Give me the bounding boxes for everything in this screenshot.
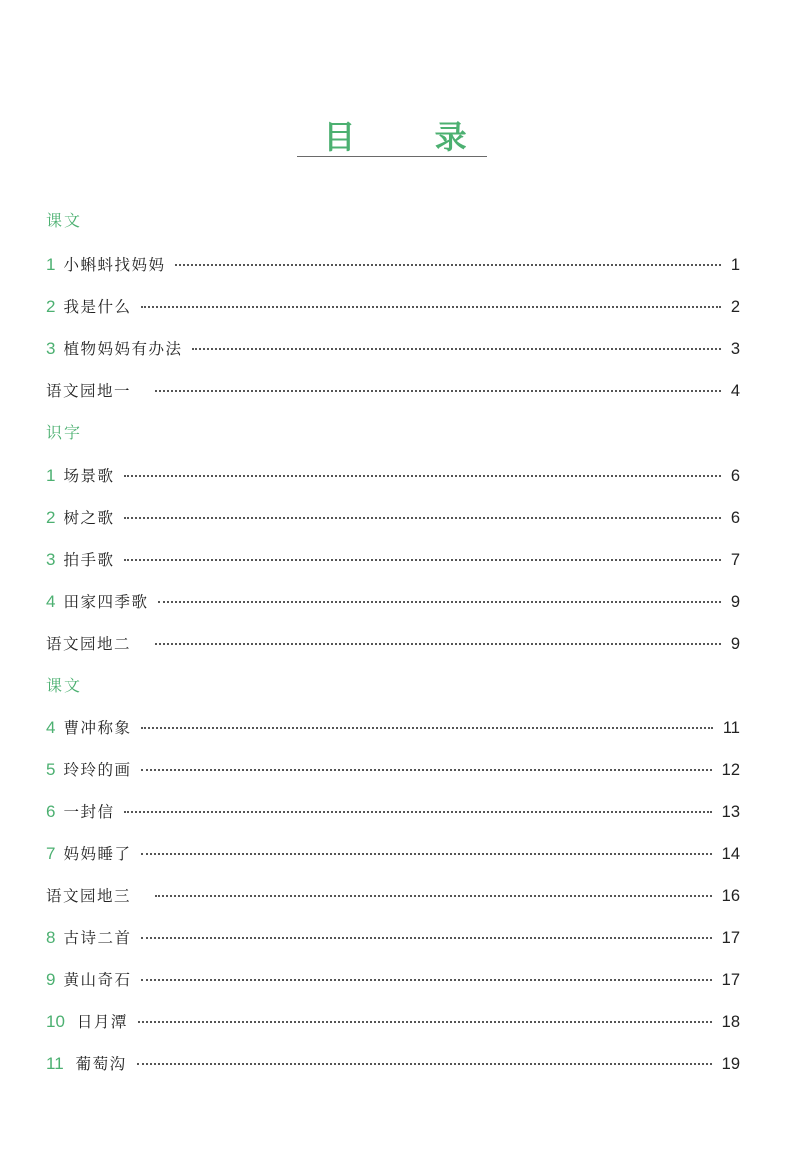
section-heading: 课文	[46, 676, 83, 695]
entry-title: 植物妈妈有办法	[63, 340, 183, 358]
dot-leader	[141, 937, 711, 939]
entry-title: 一封信	[63, 803, 115, 821]
toc-entry[interactable]	[46, 886, 740, 906]
entry-title: 葡萄沟	[75, 1055, 127, 1073]
entry-number: 3	[46, 339, 56, 358]
entry-title: 语文园地一	[46, 382, 132, 400]
entry-title: 小蝌蚪找妈妈	[63, 256, 166, 274]
dot-leader	[155, 895, 712, 897]
toc-entry[interactable]	[46, 802, 740, 822]
dot-leader	[138, 1021, 712, 1023]
toc-entry[interactable]	[46, 550, 740, 570]
dot-leader	[137, 1063, 712, 1065]
entry-page-number: 13	[721, 803, 740, 821]
entry-number: 6	[46, 802, 56, 821]
entry-title: 妈妈睡了	[63, 845, 132, 863]
entry-number: 11	[46, 1054, 64, 1073]
entry-page-number: 2	[730, 298, 740, 316]
entry-title: 树之歌	[63, 509, 115, 527]
entry-title: 拍手歌	[63, 551, 115, 569]
entry-page-number: 1	[730, 256, 740, 274]
toc-entry[interactable]	[46, 844, 740, 864]
toc-entry[interactable]	[46, 634, 740, 654]
entry-number: 2	[46, 297, 56, 316]
entry-page-number: 3	[730, 340, 740, 358]
dot-leader	[124, 811, 711, 813]
entry-title: 黄山奇石	[63, 971, 132, 989]
section-heading: 识字	[46, 423, 83, 442]
toc-entry[interactable]	[46, 928, 740, 948]
entry-page-number: 18	[721, 1013, 740, 1031]
toc-entry[interactable]	[46, 339, 740, 359]
toc-entry[interactable]	[46, 466, 740, 486]
entry-title: 田家四季歌	[63, 593, 149, 611]
dot-leader	[124, 559, 720, 561]
dot-leader	[175, 264, 720, 266]
entry-title: 场景歌	[63, 467, 115, 485]
title-underline	[297, 156, 487, 157]
dot-leader	[141, 306, 720, 308]
toc-entry[interactable]	[46, 508, 740, 528]
dot-leader	[141, 979, 711, 981]
toc-entry[interactable]	[46, 255, 740, 275]
entry-page-number: 19	[721, 1055, 740, 1073]
entry-page-number: 12	[721, 761, 740, 779]
entry-page-number: 17	[721, 929, 740, 947]
page-title: 目 录	[323, 118, 501, 156]
entry-title: 我是什么	[63, 298, 132, 316]
entry-page-number: 17	[721, 971, 740, 989]
toc-entry[interactable]	[46, 718, 740, 738]
entry-title: 语文园地三	[46, 887, 132, 905]
dot-leader	[141, 853, 711, 855]
toc-entry[interactable]	[46, 970, 740, 990]
entry-title: 曹冲称象	[63, 719, 132, 737]
dot-leader	[124, 475, 720, 477]
entry-number: 3	[46, 550, 56, 569]
entry-title: 玲玲的画	[63, 761, 132, 779]
dot-leader	[192, 348, 720, 350]
section-heading: 课文	[46, 211, 83, 230]
dot-leader	[158, 601, 720, 603]
entry-title: 语文园地二	[46, 635, 132, 653]
entry-page-number: 11	[722, 719, 740, 737]
dot-leader	[155, 643, 721, 645]
entry-number: 2	[46, 508, 56, 527]
toc-entry[interactable]	[46, 1054, 740, 1074]
entry-page-number: 4	[730, 382, 740, 400]
entry-page-number: 9	[730, 593, 740, 611]
dot-leader	[141, 727, 712, 729]
toc-entry[interactable]	[46, 760, 740, 780]
dot-leader	[155, 390, 721, 392]
toc-entry[interactable]	[46, 592, 740, 612]
entry-page-number: 14	[721, 845, 740, 863]
entry-number: 9	[46, 970, 56, 989]
dot-leader	[124, 517, 720, 519]
toc-entry[interactable]	[46, 381, 740, 401]
entry-page-number: 7	[730, 551, 740, 569]
entry-page-number: 9	[730, 635, 740, 653]
entry-number: 8	[46, 928, 56, 947]
entry-number: 7	[46, 844, 56, 863]
entry-page-number: 6	[730, 509, 740, 527]
dot-leader	[141, 769, 711, 771]
entry-number: 4	[46, 592, 56, 611]
entry-title: 日月潭	[76, 1013, 128, 1031]
toc-entry[interactable]	[46, 297, 740, 317]
entry-number: 4	[46, 718, 56, 737]
entry-page-number: 16	[721, 887, 740, 905]
entry-page-number: 6	[730, 467, 740, 485]
toc-entry[interactable]	[46, 1012, 740, 1032]
entry-number: 1	[46, 466, 56, 485]
entry-number: 5	[46, 760, 56, 779]
entry-number: 10	[46, 1012, 65, 1031]
entry-title: 古诗二首	[63, 929, 132, 947]
entry-number: 1	[46, 255, 56, 274]
